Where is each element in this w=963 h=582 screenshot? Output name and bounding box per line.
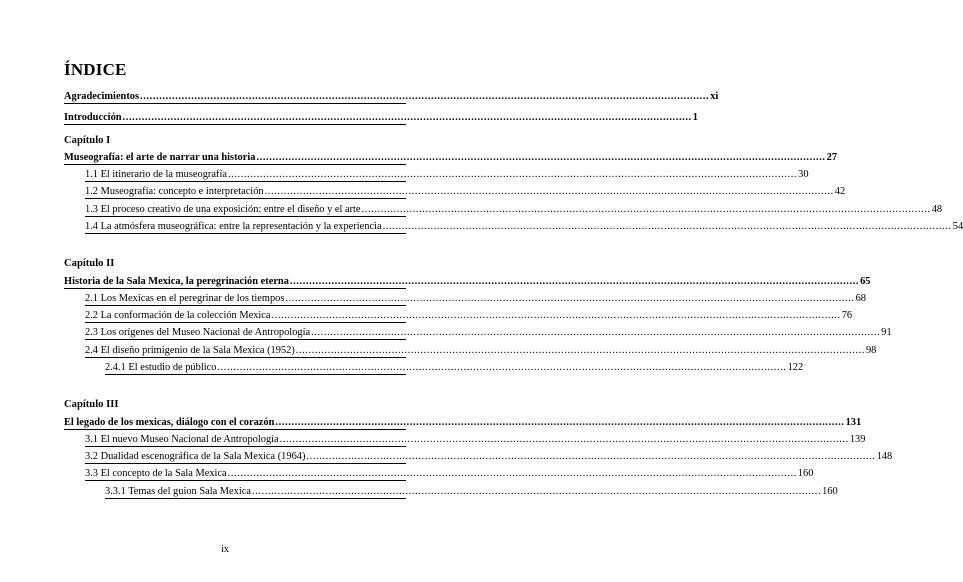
toc-leader-dots: .................................................................................................................................................................................. [361,204,931,215]
toc-leader-dots: .................................................................................................................................................................................. [311,327,881,338]
toc-entry-page: 122 [787,362,804,373]
toc-entry-page: 160 [822,486,838,497]
toc-leader-dots: .................................................................................................................................................................................. [227,468,797,479]
toc-entry-text: 2.4.1 El estudio de público [105,362,217,373]
toc-entry-3-2[interactable] [85,450,893,464]
toc-entry-page: 1 [692,112,698,123]
toc-leader-dots: .................................................................................................................................................................................. [217,362,787,373]
toc-entry-chapter-1[interactable] [64,151,838,165]
toc-entry-text: 2.2 La conformación de la colección Mexica [85,310,271,321]
toc-entry-page: 98 [865,345,877,356]
index-title: ÍNDICE [64,60,127,79]
toc-entry-text: 1.2 Museografía: concepto e interpretación [85,186,264,197]
toc-leader-dots: .................................................................................................................................................................................. [264,186,834,197]
toc-entry-text: 3.3 El concepto de la Sala Mexica [85,468,227,479]
toc-entry-text: 2.1 Los Mexicas en el peregrinar de los tiempos [85,293,285,304]
toc-entry-page: 42 [834,186,846,197]
toc-leader-dots: .................................................................................................................................................................................. [275,417,845,428]
toc-entry-page: 68 [855,293,866,304]
toc-entry-page: 54 [952,221,963,232]
toc-entry-page: xi [710,91,719,102]
toc-entry-text: 3.1 El nuevo Museo Nacional de Antropología [85,434,279,445]
toc-entry-page: 65 [860,276,871,287]
toc-entry-2-4-1[interactable] [105,361,804,375]
toc-entry-text: Historia de la Sala Mexica, la peregrinación eterna [64,276,289,287]
toc-entry-text: Introducción [64,112,122,123]
toc-entry-agradecimientos[interactable] [64,90,719,104]
toc-entry-page: 76 [841,310,853,321]
page-number: ix [221,544,229,555]
toc-entry-text: 1.1 El itinerario de la museografía [85,169,227,180]
toc-entry-2-4[interactable] [85,344,877,358]
toc-entry-text: Museografía: el arte de narrar una historia [64,152,256,163]
toc-entry-3-3-1[interactable] [105,485,838,499]
toc-entry-page: 131 [845,417,862,428]
toc-leader-dots: .................................................................................................................................................................................. [289,276,860,287]
toc-entry-page: 148 [876,451,893,462]
toc-entry-text: 1.4 La atmósfera museográfica: entre la representación y la experiencia [85,221,382,232]
toc-entry-page: 48 [931,204,943,215]
toc-entry-text: 3.3.1 Temas del guion Sala Mexica [105,486,251,497]
toc-leader-dots: .................................................................................................................................................................................. [285,293,855,304]
toc-entry-page: 160 [797,468,814,479]
toc-entry-1-3[interactable] [85,203,943,217]
toc-entry-page: 139 [849,434,866,445]
toc-entry-2-1[interactable] [85,292,866,306]
toc-entry-chapter-3[interactable] [64,416,862,430]
toc-entry-3-3[interactable] [85,467,814,481]
toc-entry-text: 3.2 Dualidad escenográfica de la Sala Mexica (1964) [85,451,306,462]
chapter-heading-2: Capítulo II [64,258,115,269]
toc-leader-dots: .................................................................................................................................................................................. [140,91,710,102]
toc-entry-1-2[interactable] [85,185,846,199]
toc-entry-page: 27 [826,152,838,163]
toc-leader-dots: .................................................................................................................................................................................. [122,112,692,123]
toc-entry-2-3[interactable] [85,326,892,340]
toc-leader-dots: .................................................................................................................................................................................. [256,152,826,163]
toc-entry-2-2[interactable] [85,309,853,323]
chapter-heading-1: Capítulo I [64,135,111,146]
chapter-heading-3: Capítulo III [64,399,119,410]
toc-entry-1-4[interactable] [85,220,963,234]
toc-entry-text: Agradecimientos [64,91,140,102]
toc-entry-chapter-2[interactable] [64,275,871,289]
toc-entry-3-1[interactable] [85,433,866,447]
toc-entry-page: 91 [881,327,892,338]
toc-entry-text: 2.3 Los orígenes del Museo Nacional de Antropología [85,327,311,338]
toc-leader-dots: .................................................................................................................................................................................. [295,345,865,356]
toc-entry-text: 1.3 El proceso creativo de una exposición: entre el diseño y el arte [85,204,361,215]
toc-entry-page: 30 [798,169,809,180]
toc-entry-introduccion[interactable] [64,111,698,125]
toc-leader-dots: .................................................................................................................................................................................. [382,221,952,232]
toc-entry-text: El legado de los mexicas, diálogo con el corazón [64,417,275,428]
toc-leader-dots: .................................................................................................................................................................................. [227,169,798,180]
toc-leader-dots: .................................................................................................................................................................................. [271,310,841,321]
toc-entry-text: 2.4 El diseño primigenio de la Sala Mexica (1952) [85,345,295,356]
toc-leader-dots: .................................................................................................................................................................................. [251,486,822,497]
toc-leader-dots: .................................................................................................................................................................................. [306,451,876,462]
toc-entry-1-1[interactable] [85,168,809,182]
toc-leader-dots: .................................................................................................................................................................................. [279,434,849,445]
